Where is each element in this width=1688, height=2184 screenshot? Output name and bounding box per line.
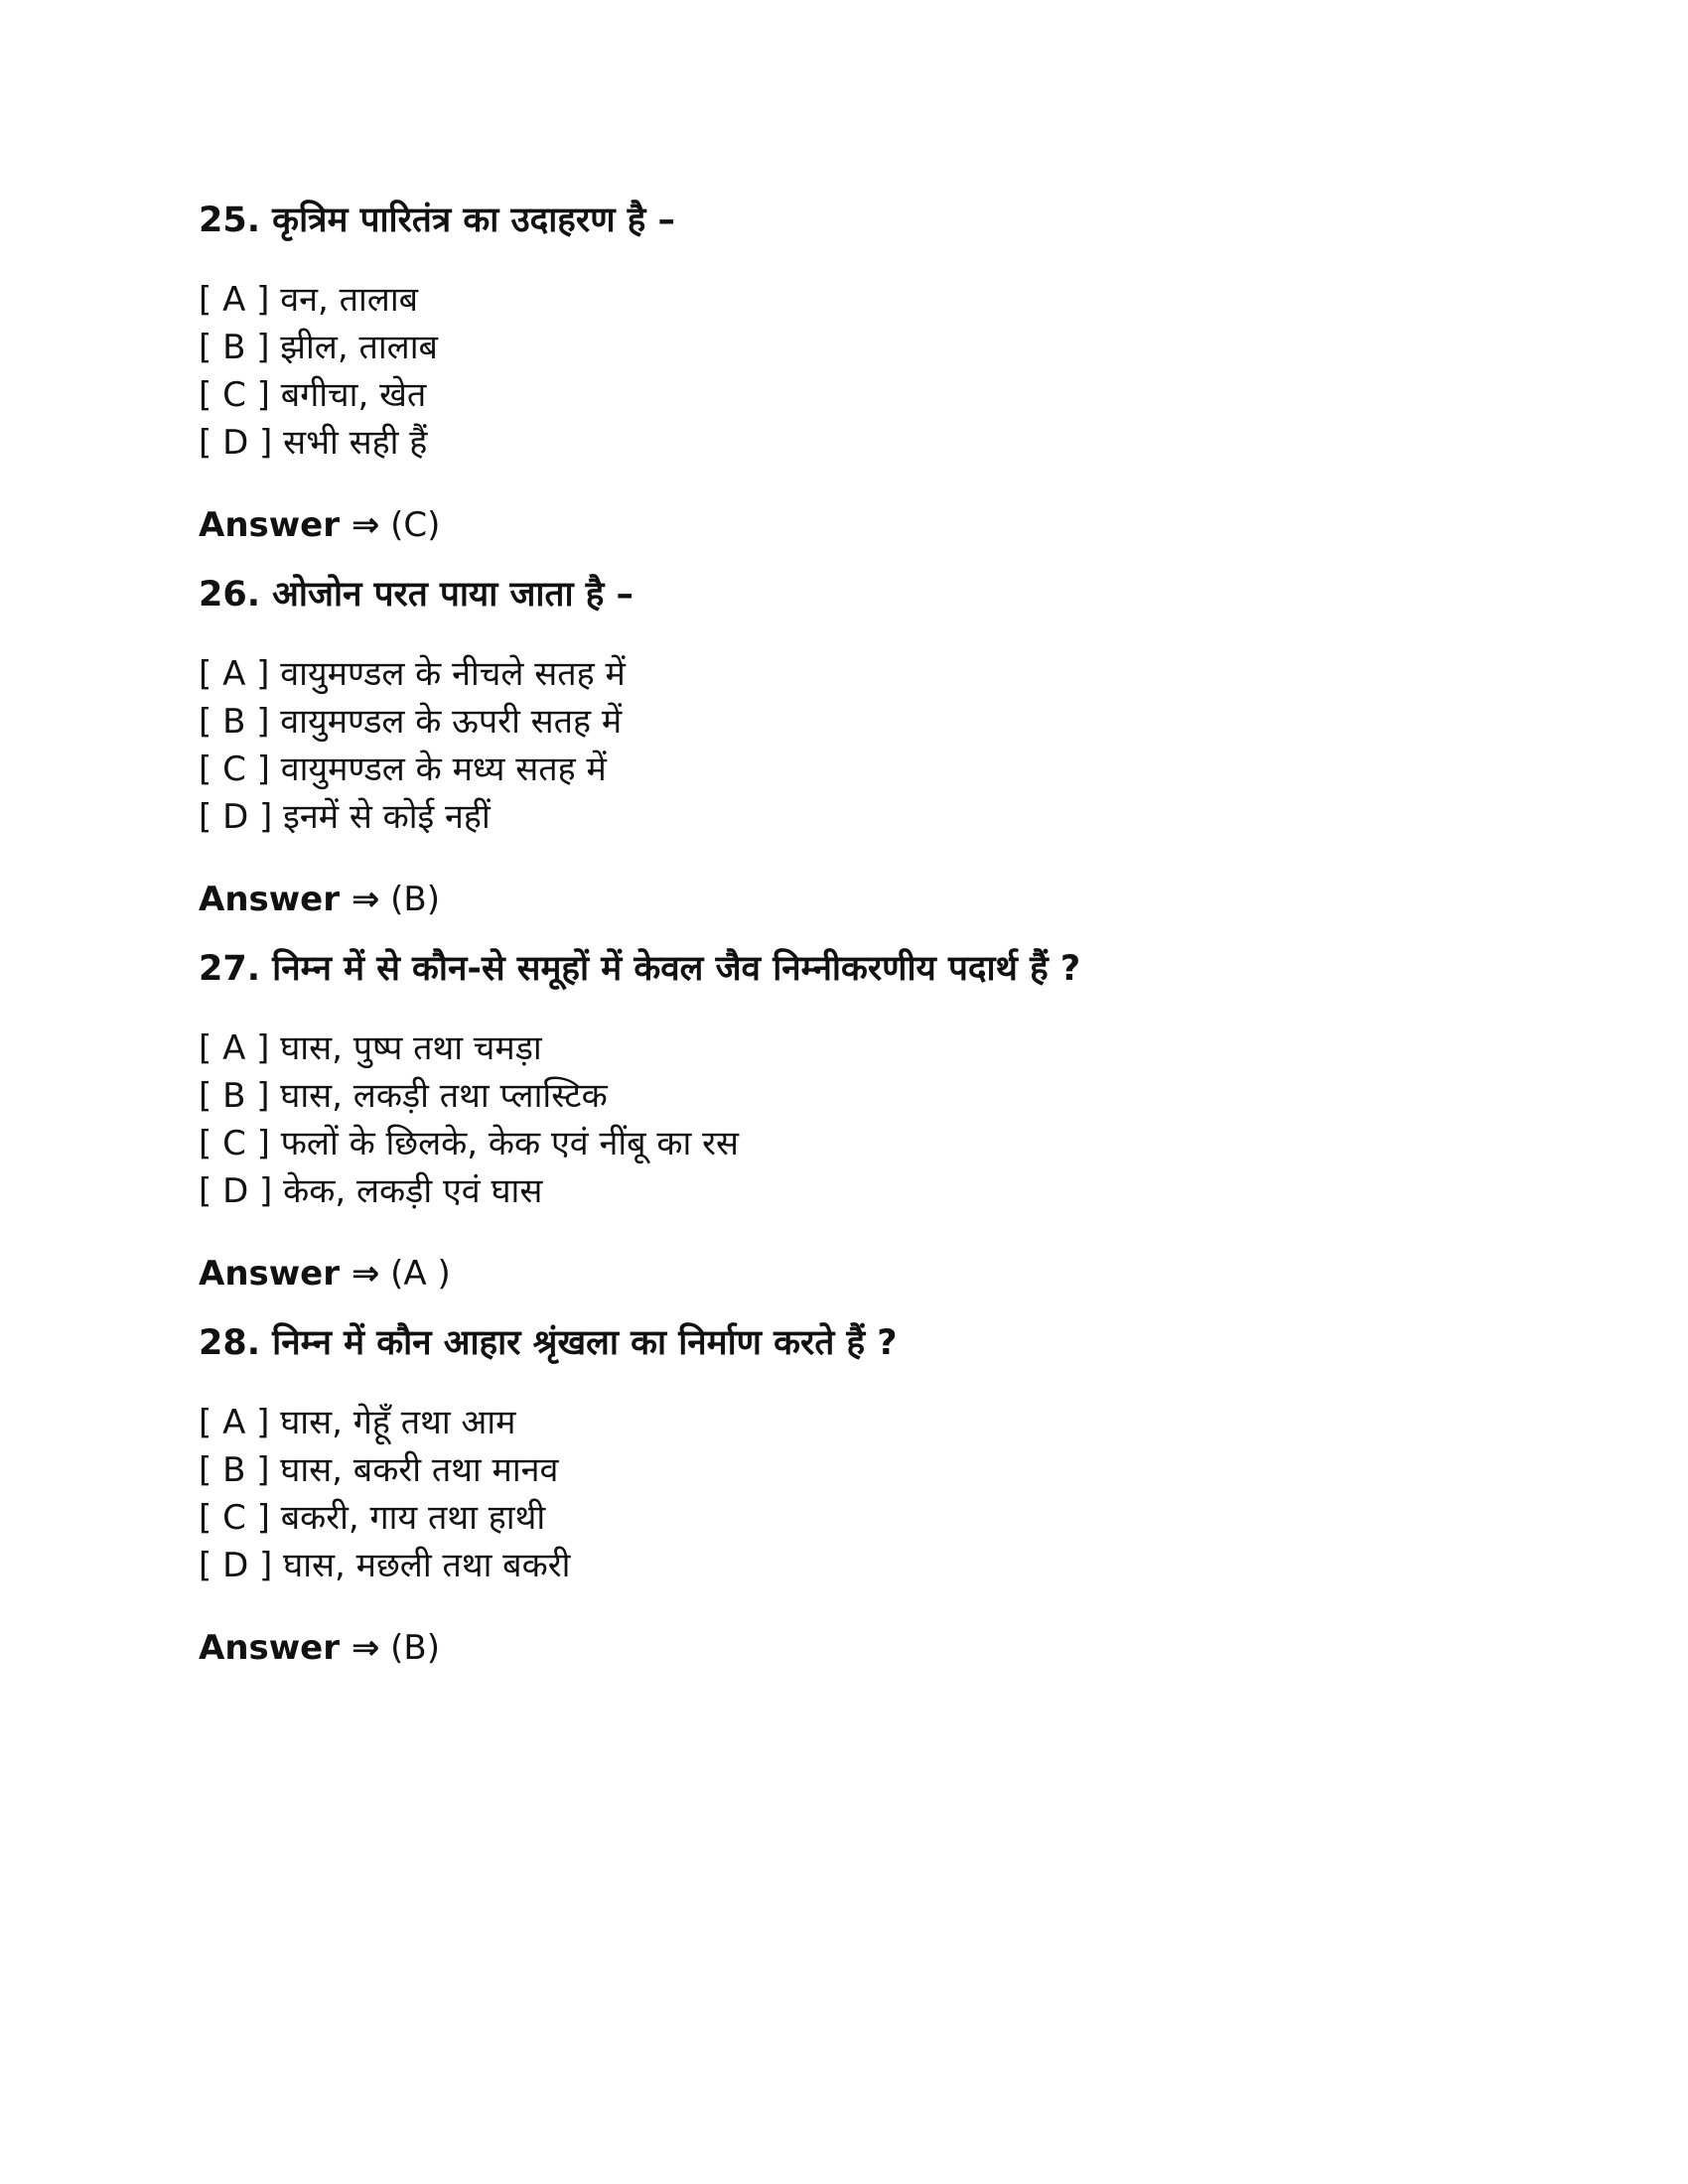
- option-a: [ A ] घास, गेहूँ तथा आम: [199, 1403, 516, 1442]
- option-list: [199, 1024, 1489, 1215]
- answer-label: Answer ⇒: [199, 880, 380, 919]
- option-c: [ C ] बगीचा, खेत: [199, 375, 427, 415]
- option-b: [ B ] घास, बकरी तथा मानव: [199, 1450, 559, 1490]
- option-d: [ D ] घास, मछली तथा बकरी: [199, 1546, 571, 1585]
- question-title: 28. निम्न में कौन आहार श्रृंखला का निर्माण करते हैं ?: [199, 1323, 898, 1363]
- option-d: [ D ] इनमें से कोई नहीं: [199, 797, 491, 837]
- option-a: [ A ] वन, तालाब: [199, 280, 419, 320]
- answer-label: Answer ⇒: [199, 1254, 380, 1294]
- option-b: [ B ] झील, तालाब: [199, 328, 438, 367]
- answer-line: [199, 1250, 1489, 1297]
- answer-value: (B): [390, 1628, 440, 1668]
- option-c: [ C ] बकरी, गाय तथा हाथी: [199, 1498, 546, 1538]
- option-list: [199, 1399, 1489, 1589]
- question-27: [199, 945, 1489, 1297]
- option-c: [ C ] वायुमण्डल के मध्य सतह में: [199, 750, 607, 789]
- answer-value: (A ): [390, 1254, 451, 1294]
- question-28: [199, 1319, 1489, 1672]
- question-title: 25. कृत्रिम पारितंत्र का उदाहरण है –: [199, 201, 675, 240]
- question-26: [199, 571, 1489, 923]
- option-d: [ D ] सभी सही हैं: [199, 423, 428, 463]
- option-b: [ B ] घास, लकड़ी तथा प्लास्टिक: [199, 1076, 608, 1116]
- option-a: [ A ] घास, पुष्प तथा चमड़ा: [199, 1028, 542, 1068]
- option-c: [ C ] फलों के छिलके, केक एवं नींबू का रस: [199, 1124, 739, 1163]
- question-title: 26. ओजोन परत पाया जाता है –: [199, 575, 633, 614]
- option-list: [199, 650, 1489, 841]
- answer-value: (C): [390, 505, 441, 545]
- option-list: [199, 276, 1489, 467]
- option-d: [ D ] केक, लकड़ी एवं घास: [199, 1171, 543, 1211]
- answer-value: (B): [390, 880, 440, 919]
- answer-label: Answer ⇒: [199, 1628, 380, 1668]
- answer-line: [199, 1624, 1489, 1672]
- option-a: [ A ] वायुमण्डल के नीचले सतह में: [199, 654, 626, 694]
- question-25: [199, 197, 1489, 549]
- question-title: 27. निम्न में से कौन-से समूहों में केवल जैव निम्नीकरणीय पदार्थ हैं ?: [199, 949, 1081, 989]
- answer-line: [199, 501, 1489, 549]
- answer-label: Answer ⇒: [199, 505, 380, 545]
- option-b: [ B ] वायुमण्डल के ऊपरी सतह में: [199, 702, 623, 742]
- answer-line: [199, 876, 1489, 923]
